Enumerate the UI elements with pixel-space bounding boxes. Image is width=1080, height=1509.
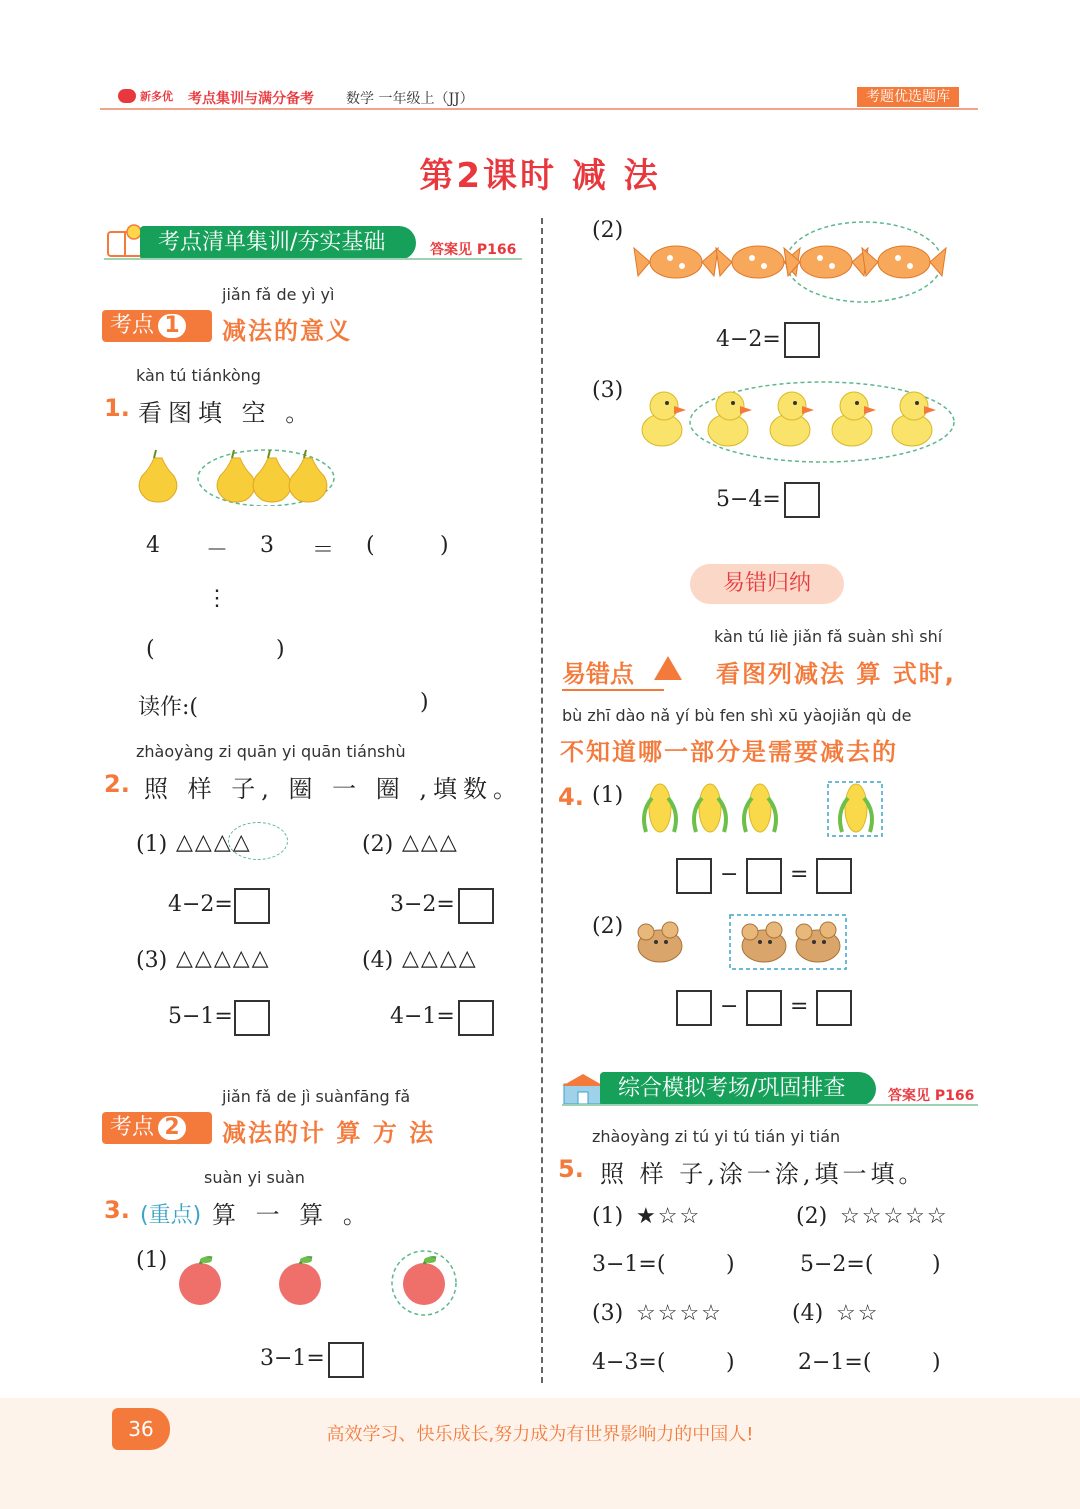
q2-item4-answer-box[interactable] [458, 1000, 494, 1036]
q1-name-close: ) [276, 637, 285, 662]
mock-section-banner: 综合模拟考场/巩固排查 [600, 1072, 876, 1106]
q5-item1-stars: ★☆☆ [636, 1204, 702, 1229]
pear-icon [139, 450, 177, 502]
q5-number: 5. [558, 1155, 584, 1183]
q3-number: 3. [104, 1196, 130, 1224]
q4-item1-minus: − [720, 862, 739, 887]
q3-item3-answer-box[interactable] [784, 482, 820, 518]
q3-pinyin: suàn yi suàn [204, 1168, 305, 1187]
q5-text: 照 样 子,涂一涂,填一填。 [600, 1160, 927, 1188]
q2-item2-label: (2) [362, 832, 394, 857]
q5-item4-stars: ☆☆ [836, 1301, 880, 1326]
q4-item1-label: (1) [592, 783, 624, 808]
brand-logo-text: 新多优 [140, 90, 173, 103]
q1-pinyin: kàn tú tiánkòng [136, 366, 261, 385]
q1-answer-close: ) [440, 533, 449, 558]
q2-item1-label: (1) [136, 832, 168, 857]
q1-read-label[interactable]: 读作:( [138, 695, 198, 720]
q5-item1-label: (1) [592, 1204, 624, 1229]
kd2-title: 减法的计 算 方 法 [222, 1119, 436, 1147]
kd1-pinyin: jiǎn fǎ de yì yì [222, 285, 335, 304]
q2-item1-triangles: △△△△ [176, 830, 252, 855]
ducks-illustration [634, 378, 960, 466]
q2-item2-triangles: △△△ [402, 830, 459, 855]
q4-item2-equals: = [790, 994, 809, 1019]
mistake-pinyin-2: bù zhī dào nǎ yí bù fen shì xū yàojiǎn qù de [562, 706, 912, 725]
q2-item3-triangles: △△△△△ [176, 946, 271, 971]
q4-item2-minus: − [720, 994, 739, 1019]
q4-item2-box-b[interactable] [746, 990, 782, 1026]
q1-answer-open[interactable]: ( [366, 533, 375, 558]
mistake-line-2: 不知道哪一部分是需要减去的 [560, 738, 898, 766]
q3-item3-label: (3) [592, 378, 624, 403]
subject-label: 数学 一年级上（JJ） [346, 91, 474, 107]
kd1-badge-text: 考点 [110, 313, 155, 338]
q2-item1-eq: 4−2= [168, 892, 233, 917]
q4-item1-box-a[interactable] [676, 858, 712, 894]
kd2-pinyin: jiǎn fǎ de jì suànfāng fǎ [222, 1087, 411, 1106]
q2-number: 2. [104, 770, 130, 798]
q1-text: 看图填 空 。 [138, 399, 316, 427]
warning-icon [652, 654, 684, 682]
q2-item3-eq: 5−1= [168, 1004, 233, 1029]
q3-item2-eq: 4−2= [716, 327, 781, 352]
q1-read-close: ) [420, 690, 429, 715]
candies-illustration [630, 218, 950, 306]
header-divider [100, 108, 978, 110]
q5-item2-close: ) [932, 1252, 941, 1277]
series-title: 考点集训与满分备考 [188, 91, 314, 107]
q1-eq-b: 3 [260, 533, 274, 558]
q5-pinyin: zhàoyàng zi tú yi tú tián yi tián [592, 1127, 841, 1146]
kd2-badge [102, 1112, 212, 1144]
pears-illustration [128, 446, 348, 506]
q3-item1-label: (1) [136, 1248, 168, 1273]
q5-item2-label: (2) [796, 1204, 828, 1229]
kd2-number: 2 [158, 1116, 186, 1140]
q5-item2-eq[interactable]: 5−2=( [800, 1252, 874, 1277]
q3-item2-label: (2) [592, 218, 624, 243]
mock-banner-underline [562, 1104, 978, 1106]
mistake-point-label: 易错点 [562, 654, 664, 691]
q5-item3-stars: ☆☆☆☆ [636, 1301, 723, 1326]
q4-item1-equals: = [790, 862, 809, 887]
q4-item2-box-c[interactable] [816, 990, 852, 1026]
q2-item2-answer-box[interactable] [458, 888, 494, 924]
q4-item2-box-a[interactable] [676, 990, 712, 1026]
q5-item1-eq[interactable]: 3−1=( [592, 1252, 666, 1277]
q5-item3-eq[interactable]: 4−3=( [592, 1350, 666, 1375]
q3-item3-eq: 5−4= [716, 487, 781, 512]
banner-underline [104, 258, 522, 260]
kd1-badge [102, 310, 212, 342]
q3-item1-answer-box[interactable] [328, 1342, 364, 1378]
column-divider [541, 218, 543, 1383]
q3-text: 算 一 算 。 [212, 1201, 373, 1229]
q2-pinyin: zhàoyàng zi quān yi quān tiánshù [136, 742, 406, 761]
q2-example-ring [228, 822, 288, 860]
q4-number: 4. [558, 783, 584, 811]
mouse-icon [638, 922, 682, 962]
apples-illustration [170, 1250, 470, 1316]
q1-eq-equals: ＝ [312, 538, 335, 563]
q2-item4-label: (4) [362, 948, 394, 973]
q1-number: 1. [104, 394, 130, 422]
q5-item2-stars: ☆☆☆☆☆ [840, 1204, 949, 1229]
mistake-pinyin-1: kàn tú liè jiǎn fǎ suàn shì shí [714, 627, 943, 646]
q3-key-tag: (重点) [140, 1203, 202, 1228]
basic-answer-ref: 答案见 P166 [430, 242, 517, 258]
q1-dots: ⋮ [206, 586, 228, 611]
q2-item3-label: (3) [136, 948, 168, 973]
q4-item2-label: (2) [592, 914, 624, 939]
corn-icon [644, 784, 676, 832]
lesson-title: 第2课时 减 法 [419, 156, 661, 196]
q1-name-open[interactable]: ( [146, 637, 155, 662]
mice-illustration [630, 912, 850, 972]
q3-item2-answer-box[interactable] [784, 322, 820, 358]
q2-item4-eq: 4−1= [390, 1004, 455, 1029]
q5-item4-label: (4) [792, 1301, 824, 1326]
q5-item4-close: ) [932, 1350, 941, 1375]
footer-motto: 高效学习、快乐成长,努力成为有世界影响力的中国人! [326, 1424, 754, 1445]
q1-eq-minus: － [206, 538, 229, 563]
apple-icon [179, 1257, 221, 1305]
page-number: 36 [112, 1408, 170, 1450]
q2-item2-eq: 3−2= [390, 892, 455, 917]
kd1-number: 1 [158, 314, 186, 338]
q4-item1-box-b[interactable] [746, 858, 782, 894]
q5-item3-close: ) [726, 1350, 735, 1375]
mistake-summary-pill: 易错归纳 [690, 564, 844, 604]
kd1-title: 减法的意义 [222, 317, 352, 345]
q1-eq-a: 4 [146, 533, 160, 558]
candy-icon [634, 246, 718, 278]
q3-item1-eq: 3−1= [260, 1346, 325, 1371]
corn-illustration [636, 780, 886, 840]
q4-item1-box-c[interactable] [816, 858, 852, 894]
q2-text: 照 样 子, 圈 一 圈 ,填数。 [144, 775, 524, 803]
basic-section-banner: 考点清单集训/夯实基础 [140, 226, 416, 260]
q2-item3-answer-box[interactable] [234, 1000, 270, 1036]
header-tag: 考题优选题库 [857, 87, 959, 107]
mistake-line-1: 看图列减法 算 式时, [716, 660, 956, 688]
q5-item4-eq[interactable]: 2−1=( [798, 1350, 872, 1375]
q5-item3-label: (3) [592, 1301, 624, 1326]
q2-item4-triangles: △△△△ [402, 946, 478, 971]
q5-item1-close: ) [726, 1252, 735, 1277]
mock-answer-ref: 答案见 P166 [888, 1088, 975, 1104]
duck-icon [642, 392, 686, 446]
logo-icon [118, 89, 136, 103]
q2-item1-answer-box[interactable] [234, 888, 270, 924]
kd2-badge-text: 考点 [110, 1115, 155, 1140]
